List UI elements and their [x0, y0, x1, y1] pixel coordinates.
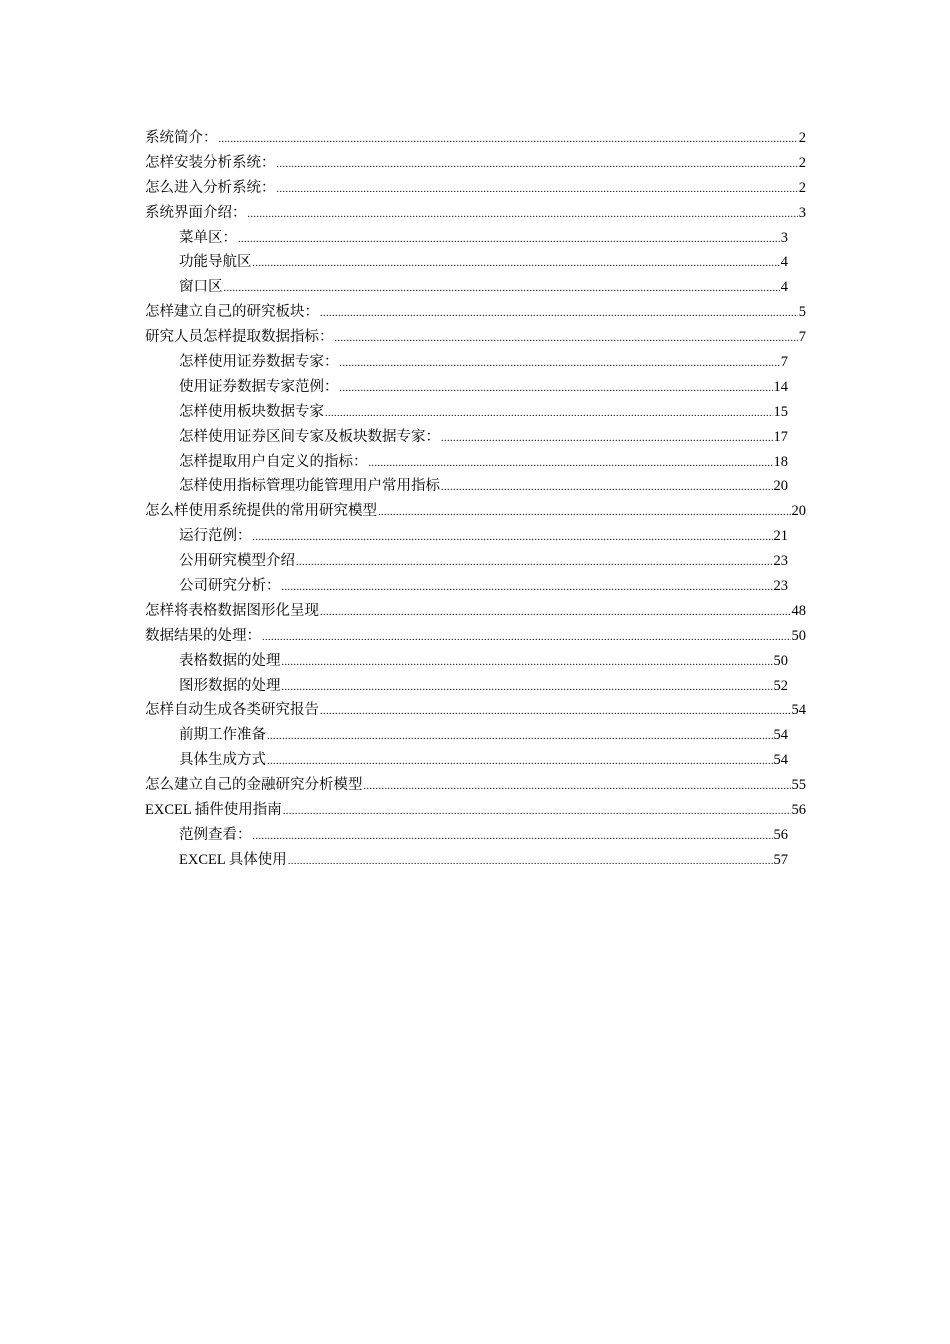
toc-entry[interactable]	[145, 823, 788, 848]
toc-entry[interactable]	[145, 350, 788, 375]
toc-entry-page-number: 14	[773, 378, 788, 395]
toc-entry[interactable]	[145, 674, 788, 699]
toc-dot-leader	[441, 427, 773, 452]
toc-entry[interactable]	[145, 250, 788, 275]
toc-dot-leader	[378, 501, 791, 526]
toc-dot-leader	[296, 551, 773, 576]
toc-entry-page-number: 23	[773, 553, 788, 570]
toc-entry[interactable]	[145, 524, 788, 549]
toc-dot-leader	[277, 178, 798, 203]
toc-entry-page-number: 2	[798, 154, 806, 171]
toc-entry-title: 具体生成方式	[179, 752, 266, 769]
toc-dot-leader	[282, 676, 773, 701]
toc-entry-page-number: 5	[798, 304, 806, 321]
toc-entry-page-number: 3	[780, 229, 788, 246]
toc-entry-title: 怎样自动生成各类研究报告	[145, 702, 319, 719]
toc-entry-page-number: 7	[780, 354, 788, 371]
toc-entry-title: 怎样使用证券区间专家及板块数据专家：	[179, 428, 440, 445]
toc-entry[interactable]	[145, 748, 788, 773]
toc-entry-title: 数据结果的处理：	[145, 627, 261, 644]
toc-entry-title: 公用研究模型介绍	[179, 553, 295, 570]
toc-dot-leader	[288, 850, 773, 875]
toc-entry[interactable]	[145, 848, 788, 873]
toc-entry[interactable]	[145, 549, 788, 574]
toc-entry-title: 怎么样使用系统提供的常用研究模型	[145, 503, 377, 520]
toc-entry-page-number: 20	[773, 478, 788, 495]
toc-entry-title: 研究人员怎样提取数据指标：	[145, 329, 334, 346]
toc-entry-page-number: 56	[791, 802, 806, 819]
toc-entry[interactable]	[145, 649, 788, 674]
toc-entry-title: 怎样使用板块数据专家	[179, 403, 324, 420]
toc-entry-title: 怎样使用指标管理功能管理用户常用指标	[179, 478, 440, 495]
toc-entry-page-number: 54	[773, 752, 788, 769]
toc-dot-leader	[364, 775, 791, 800]
toc-entry[interactable]	[145, 574, 788, 599]
toc-entry-title: 系统简介：	[145, 130, 218, 146]
toc-dot-leader	[253, 526, 773, 551]
toc-entry-page-number: 4	[780, 279, 788, 296]
toc-entry-page-number: 57	[773, 851, 788, 868]
toc-entry-title: 系统界面介绍：	[145, 204, 247, 221]
toc-entry-title: 怎样提取用户自定义的指标：	[179, 453, 368, 470]
toc-dot-leader	[282, 576, 773, 601]
toc-entry-title: 怎样建立自己的研究板块：	[145, 304, 319, 321]
toc-entry-title: 前期工作准备	[179, 727, 266, 744]
toc-entry-page-number: 20	[791, 503, 806, 520]
toc-entry[interactable]	[145, 499, 806, 524]
toc-entry-title: 窗口区	[179, 279, 223, 296]
toc-entry-title: 图形数据的处理	[179, 677, 281, 694]
toc-entry-page-number: 52	[773, 677, 788, 694]
toc-entry[interactable]	[145, 325, 806, 350]
table-of-contents	[145, 126, 806, 873]
toc-entry-page-number: 56	[773, 826, 788, 843]
toc-entry[interactable]	[145, 375, 788, 400]
toc-dot-leader	[325, 402, 773, 427]
toc-entry-title: EXCEL 具体使用	[179, 851, 287, 868]
toc-entry[interactable]	[145, 599, 806, 624]
toc-dot-leader	[320, 601, 791, 626]
toc-entry-page-number: 18	[773, 453, 788, 470]
toc-dot-leader	[282, 651, 773, 676]
toc-entry[interactable]	[145, 698, 806, 723]
toc-entry[interactable]	[145, 474, 788, 499]
toc-dot-leader	[283, 800, 791, 825]
toc-entry-title: 怎样安装分析系统：	[145, 154, 276, 171]
toc-dot-leader	[267, 750, 773, 775]
toc-dot-leader	[253, 252, 780, 277]
toc-dot-leader	[238, 228, 780, 253]
toc-entry-page-number: 54	[773, 727, 788, 744]
toc-entry-title: 范例查看：	[179, 826, 252, 843]
toc-entry[interactable]	[145, 773, 806, 798]
toc-entry[interactable]	[145, 176, 806, 201]
toc-entry[interactable]	[145, 400, 788, 425]
toc-entry-page-number: 15	[773, 403, 788, 420]
toc-entry[interactable]	[145, 425, 788, 450]
toc-dot-leader	[320, 302, 798, 327]
toc-entry[interactable]	[145, 151, 806, 176]
toc-dot-leader	[267, 725, 773, 750]
toc-entry-page-number: 3	[798, 204, 806, 221]
toc-entry[interactable]	[145, 723, 788, 748]
toc-entry[interactable]	[145, 226, 788, 251]
toc-entry[interactable]	[145, 450, 788, 475]
toc-entry-title: 表格数据的处理	[179, 652, 281, 669]
toc-dot-leader	[340, 377, 773, 402]
toc-entry-page-number: 21	[773, 528, 788, 545]
toc-dot-leader	[441, 476, 773, 501]
toc-entry-page-number: 50	[773, 652, 788, 669]
toc-entry-title: 功能导航区	[179, 254, 252, 271]
toc-dot-leader	[369, 452, 773, 477]
toc-entry-title: 怎么建立自己的金融研究分析模型	[145, 777, 363, 794]
toc-entry-page-number: 2	[798, 130, 806, 146]
toc-entry[interactable]	[145, 798, 806, 823]
toc-entry-page-number: 17	[773, 428, 788, 445]
toc-entry-page-number: 4	[780, 254, 788, 271]
toc-entry-title: EXCEL 插件使用指南	[145, 802, 282, 819]
toc-entry-title: 运行范例：	[179, 528, 252, 545]
toc-entry-page-number: 55	[791, 777, 806, 794]
toc-entry-page-number: 48	[791, 602, 806, 619]
toc-entry-title: 怎么进入分析系统：	[145, 179, 276, 196]
toc-entry-title: 怎样将表格数据图形化呈现	[145, 602, 319, 619]
toc-entry[interactable]	[145, 300, 806, 325]
toc-entry-title: 菜单区：	[179, 229, 237, 246]
toc-entry-title: 怎样使用证券数据专家：	[179, 354, 339, 371]
toc-dot-leader	[224, 277, 780, 302]
toc-dot-leader	[219, 128, 798, 153]
toc-entry-page-number: 7	[798, 329, 806, 346]
toc-entry-page-number: 54	[791, 702, 806, 719]
toc-dot-leader	[320, 700, 791, 725]
toc-entry[interactable]	[145, 201, 806, 226]
toc-dot-leader	[248, 203, 798, 228]
toc-dot-leader	[262, 626, 791, 651]
toc-dot-leader	[277, 153, 798, 178]
toc-entry[interactable]	[145, 624, 806, 649]
toc-entry-page-number: 2	[798, 179, 806, 196]
toc-entry-page-number: 50	[791, 627, 806, 644]
toc-entry[interactable]	[145, 275, 788, 300]
toc-dot-leader	[253, 825, 773, 850]
toc-dot-leader	[340, 352, 780, 377]
toc-dot-leader	[335, 327, 798, 352]
toc-entry[interactable]	[145, 126, 806, 151]
toc-entry-title: 使用证券数据专家范例：	[179, 378, 339, 395]
toc-entry-title: 公司研究分析：	[179, 578, 281, 595]
toc-entry-page-number: 23	[773, 578, 788, 595]
